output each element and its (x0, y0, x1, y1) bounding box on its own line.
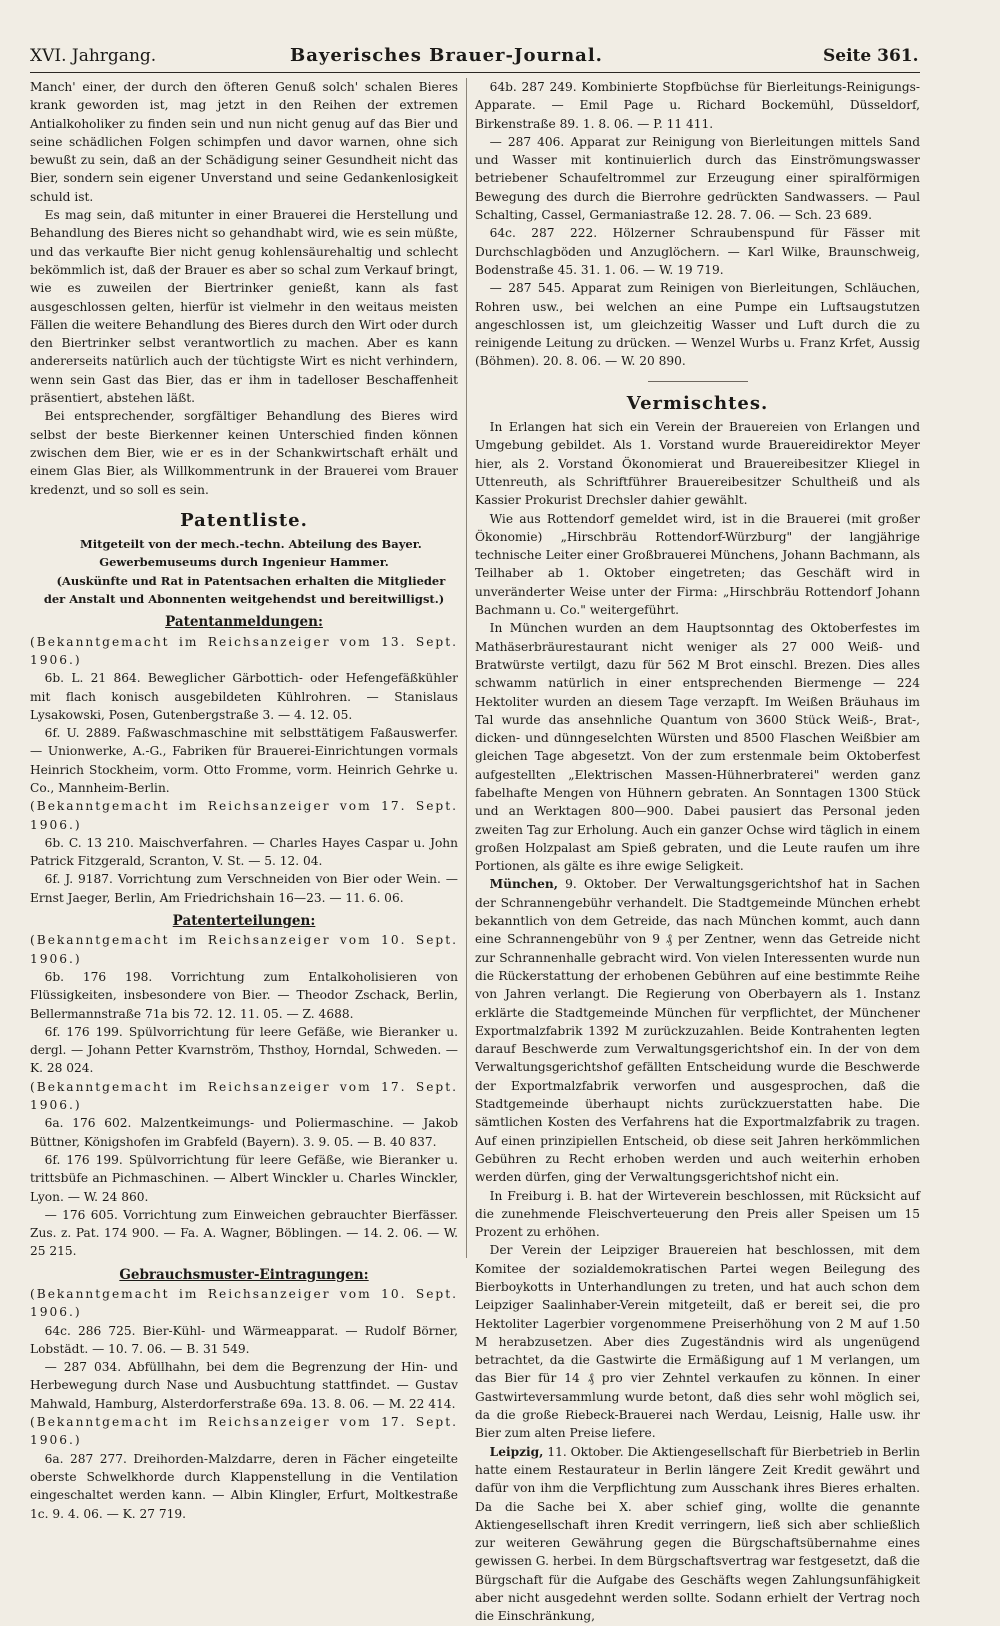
announcement-line: (Bekanntgemacht im Reichsanzeiger vom 17. Sept. 1906.) (30, 799, 458, 832)
news-item: Wie aus Rottendorf gemeldet wird, ist in die Brauerei (mit großer Ökonomie) „Hirschbräu Rottendorf-Würzburg" der langjährige technische Leiter einer Großbrauerei Münchens, Johann Bachmann, als Teilhaber ab 1. Oktober eingetreten; das Geschäft wird in unveränderter Weise unter der Firma: „Hirschbräu Rottendorf Johann Bachmann u. Co." weitergeführt. (475, 511, 920, 618)
patent-entry: 6b. 176 198. Vorrichtung zum Entalkoholisieren von Flüssigkeiten, insbesondere von Bier. — Theodor Zschack, Berlin, Bellermannstraße 71a bis 72. 12. 11. 05. — Z. 4688. (30, 969, 458, 1021)
miscellaneous-title: Vermischtes. (626, 392, 769, 414)
patent-entry: 6b. C. 13 210. Maischverfahren. — Charles Hayes Caspar u. John Patrick Fitzgerald, Scranton, V. St. — 5. 12. 04. (30, 835, 458, 869)
section-rule (648, 381, 748, 382)
dateline: München, (489, 877, 558, 892)
patent-entry: — 287 545. Apparat zum Reinigen von Bierleitungen, Schläuchen, Rohren usw., bei welchen an eine Pumpe ein Luftsaugstutzen angeschlossen ist, um gleichzeitig Wasser und Luft durch die zu reinigende Leitung zu drücken. — Wenzel Wurbs u. Franz Krfet, Aussig (Böhmen). 20. 8. 06. — W. 20 890. (475, 281, 920, 369)
announcement-line: (Bekanntgemacht im Reichsanzeiger vom 10. Sept. 1906.) (30, 1287, 458, 1320)
patent-entry: 6f. 176 199. Spülvorrichtung für leere Gefäße, wie Bieranker u. trittsbüfe an Pichmaschinen. — Albert Winckler u. Charles Winckler, Lyon. — W. 24 860. (30, 1152, 458, 1204)
patent-entry: 6a. 176 602. Malzentkeimungs- und Poliermaschine. — Jakob Büttner, Königshofen im Grabfeld (Bayern). 3. 9. 05. — B. 40 837. (30, 1116, 458, 1149)
patent-entry: 64b. 287 249. Kombinierte Stopfbüchse für Bierleitungs-Reinigungs-Apparate. — Emil Page u. Richard Bockemühl, Düsseldorf, Birkenstraße 89. 1. 8. 06. — P. 11 411. (475, 80, 920, 131)
patent-grants-heading: Patenterteilungen: (172, 913, 316, 930)
dateline: Leipzig, (489, 1444, 544, 1459)
patent-subtitle: Mitgeteilt von der mech.-techn. Abteilung des Bayer. Gewerbemuseums durch Ingenieur Hammer. (80, 537, 422, 570)
patent-applications-heading: Patentanmeldungen: (165, 614, 323, 631)
patent-entry: 64c. 287 222. Hölzerner Schraubenspund für Fässer mit Durchschlagböden und Anzuglöchern. — Karl Wilke, Braunschweig, Bodenstraße 45. 31. 1. 06. — W. 19 719. (475, 226, 920, 277)
announcement-line: (Bekanntgemacht im Reichsanzeiger vom 17. Sept. 1906.) (30, 1415, 458, 1448)
journal-title: Bayerisches Brauer-Journal. (290, 45, 603, 66)
patent-list-title: Patentliste. (180, 509, 308, 531)
news-text: 11. Oktober. Die Aktiengesellschaft für Bierbetrieb in Berlin hatte einem Restaurateur in Berlin längere Zeit Kredit gewährt und dafür von ihm die Verpflichtung zum Ausschank ihres Bieres erhalten. Da die Sache bei X. aber schief ging, wollte die genannte Aktiengesellschaft ihren Kredit verringern, ließ sich aber schließlich zur weiteren Gewährung gegen die Bürgschaftsübernahme eines gewissen G. herbei. In dem Bürgschaftsvertrag war festgesetzt, daß die Bürgschaft für die Aufgabe des Geschäfts wegen Zahlungsunfähigkeit aber nicht ausgedehnt werden sollte. Sodann erhielt der Vertrag noch die Einschränkung, (475, 1444, 920, 1624)
page-number: Seite 361. (823, 46, 919, 66)
patent-entry: 6f. 176 199. Spülvorrichtung für leere Gefäße, wie Bieranker u. dergl. — Johann Petter Kvarnström, Thsthoy, Horndal, Schweden. — K. 28 024. (30, 1024, 458, 1076)
paragraph: Bei entsprechender, sorgfältiger Behandlung des Bieres wird selbst der beste Bierkenner keinen Unterschied finden können zwischen dem Bier, wie er es in der Schankwirtschaft erhält und einem Glas Bier, als Willkommentrunk in der Brauerei vom Brauer kredenzt, und so soll es sein. (30, 409, 458, 497)
paragraph: Manch' einer, der durch den öfteren Genuß solch' schalen Bieres krank geworden ist, mag jetzt in den Reihen der extremen Antialkoholiker zu finden sein und nun nicht genug auf das Bier und seine schädlichen Folgen schimpfen und davor warnen, ohne sich bewußt zu sein, daß an der Schädigung seiner Gesundheit nicht das Bier, sondern sein eigener Unverstand und seine Gedankenlosigkeit schuld ist. (30, 80, 458, 204)
paragraph: Es mag sein, daß mitunter in einer Brauerei die Herstellung und Behandlung des Bieres nicht so gehandhabt wird, wie es sein müßte, und das verkaufte Bier nicht genug kohlensäurehaltig und schlecht bekömmlich ist, daß der Brauer es aber so schal zum Verkauf bringt, wie es zuweilen der Biertrinker genießt, kann als fast ausgeschlossen gelten, hierfür ist vielmehr in den weitaus meisten Fällen die weitere Behandlung des Bieres durch den Wirt oder durch den Biertrinker selbst verantwortlich zu machen. Aber es kann andererseits natürlich auch der tüchtigste Wirt es nicht verhindern, wenn sein Gast das Bier, das er ihm in tadelloser Beschaffenheit präsentiert, abstehen läßt. (30, 208, 458, 406)
patent-entry: 6f. J. 9187. Vorrichtung zum Verschneiden von Bier oder Wein. — Ernst Jaeger, Berlin, Am Friedrichshain 16—23. — 11. 6. 06. (30, 872, 458, 905)
patent-entry: 64c. 286 725. Bier-Kühl- und Wärmeapparat. — Rudolf Börner, Lobstädt. — 10. 7. 06. — B. 31 549. (30, 1323, 458, 1356)
patent-entry: 6a. 287 277. Dreihorden-Malzdarre, deren in Fächer eingeteilte oberste Schwelkhorde durch Klappenstellung in die Ventilation eingeschaltet werden kann. — Albin Klingler, Erfurt, Moltkestraße 1c. 9. 4. 06. — K. 27 719. (30, 1451, 458, 1521)
column-divider (466, 78, 467, 1258)
patent-entry: — 176 605. Vorrichtung zum Einweichen gebrauchter Bierfässer. Zus. z. Pat. 174 900. — Fa. A. Wagner, Böblingen. — 14. 2. 06. — W. 25 215. (30, 1207, 458, 1259)
news-text: 9. Oktober. Der Verwaltungsgerichtshof hat in Sachen der Schrannengebühr verhandelt. Die Stadtgemeinde München erhebt bekanntlich von dem Getreide, das nach München kommt, auch dann eine Schrannengebühr von 9 ₰ per Zentner, wenn das Getreide nicht zur Schrannenhalle gebracht wird. Von vielen Interessenten wurde nun die Rückerstattung der erhobenen Gebühren auf eine bestimmte Reihe von Jahren verlangt. Die Regierung von Oberbayern als 1. Instanz erklärte die Stadtgemeinde München für verpflichtet, der Münchener Exportmalzfabrik 1392 M zurückzuzahlen. Beide Kontrahenten legten darauf Beschwerde zum Verwaltungsgerichtshof ein. In der von dem Verwaltungsgerichtshof gefällten Entscheidung wurde die Beschwerde der Exportmalzfabrik verworfen und ausgesprochen, daß die Stadtgemeinde überhaupt nichts zurückzuerstatten habe. Die sämtlichen Kosten des Verfahrens hat die Exportmalzfabrik zu tragen. Auf einen prinzipiellen Entscheid, ob diese seit Jahren herkömmlichen Gebühren zu Recht erhoben werden und auch weiterhin erhoben werden dürfen, ging der Verwaltungsgerichtshof nicht ein. (475, 877, 920, 1185)
announcement-line: (Bekanntgemacht im Reichsanzeiger vom 13. Sept. 1906.) (30, 634, 458, 667)
patent-entry: — 287 034. Abfüllhahn, bei dem die Begrenzung der Hin- und Herbewegung durch Nase und Ausbuchtung stattfindet. — Gustav Mahwald, Hamburg, Alsterdorferstraße 69a. 13. 8. 06. — M. 22 414. (30, 1360, 458, 1411)
right-column (475, 78, 920, 1624)
volume-label: XVI. Jahrgang. (30, 46, 157, 66)
news-item: In Erlangen hat sich ein Verein der Brauereien von Erlangen und Umgebung gebildet. Als 1. Vorstand wurde Brauereidirektor Meyer hier, als 2. Vorstand Ökonomierat und Brauereibesitzer Kliegel in Uttenreuth, als Schriftführer Brauereibesitzer Schultheiß und als Kassier Prokurist Drechsler dahier gewählt. (475, 420, 920, 508)
news-item (475, 875, 920, 1186)
header-rule (30, 72, 920, 73)
patent-note: (Auskünfte und Rat in Patentsachen erhalten die Mitglieder der Anstalt und Abonnenten weitgehendst und bereitwilligst.) (43, 573, 446, 607)
news-item: In Freiburg i. B. hat der Wirteverein beschlossen, mit Rücksicht auf die zunehmende Fleischverteuerung den Preis aller Speisen um 15 Prozent zu erhöhen. (475, 1188, 920, 1240)
announcement-line: (Bekanntgemacht im Reichsanzeiger vom 17. Sept. 1906.) (30, 1079, 458, 1113)
patent-entry: 6b. L. 21 864. Beweglicher Gärbottich- oder Hefengefäßkühler mit flach konisch ausgebildeten Kühlrohren. — Stanislaus Lysakowski, Posen, Gutenbergstraße 3. — 4. 12. 05. (30, 671, 458, 722)
news-item: Der Verein der Leipziger Brauereien hat beschlossen, mit dem Komitee der sozialdemokratischen Partei wegen Beilegung des Bierboykotts in Unterhandlungen zu treten, und hat auch schon dem Leipziger Saalinhaber-Verein mitgeteilt, daß er bereit sei, die pro Hektoliter Lagerbier vorgenommene Preiserhöhung von 2 M auf 1.50 M herabzusetzen. Aber dies Zugeständnis wird als ungenügend betrachtet, da die Gastwirte die Ermäßigung auf 1 M verlangen, um das Bier für 14 ₰ pro vier Zehntel verkaufen zu können. In einer Gastwirteversammlung wurde betont, daß dies sehr wohl möglich sei, da die große Riebeck-Brauerei nach Werdau, Leisnig, Halle usw. ihr Bier zum alten Preise liefere. (475, 1243, 920, 1441)
utility-models-heading: Gebrauchsmuster-Eintragungen: (119, 1266, 369, 1283)
left-column (30, 78, 458, 1521)
patent-entry: — 287 406. Apparat zur Reinigung von Bierleitungen mittels Sand und Wasser mit kontinuierlich durch das Einströmungswasser betriebener Schaufeltrommel zur Erzeugung einer spiralförmigen Bewegung des durch die Bierrohre gedrückten Sandwassers. — Paul Schalting, Cassel, Germaniastraße 12. 28. 7. 06. — Sch. 23 689. (475, 134, 920, 223)
news-item: In München wurden an dem Hauptsonntag des Oktoberfestes im Mathäserbräurestaurant nicht weniger als 27 000 Weiß- und Bratwürste vertilgt, dazu für 562 M Brot einschl. Brezen. Dies alles schwamm natürlich in einer entsprechenden Biermenge — 224 Hektoliter wurden an diesem Tage verzapft. Im Weißen Bräuhaus im Tal wurde das ansehnliche Quantum von 3600 Stück Weiß-, Brat-, dicken- und dünngeselchten Würsten und 8500 Flaschen Weißbier am gleichen Tage abgesetzt. Von der zum erstenmale beim Oktoberfest aufgestellten „Elektrischen Massen-Hühnerbraterei" werden ganz fabelhafte Mengen von Hühnern gebraten. An Sonntagen 1300 Stück und an Werktagen 800—900. Dabei pausiert das Personal jeden zweiten Tag zur Erholung. Auch ein ganzer Ochse wird täglich in einem großen Holzpalast am Spieß gebraten, und die Leute raufen um ihre Portionen, als gälte es ihre ewige Seligkeit. (475, 621, 920, 874)
news-item (475, 1443, 920, 1626)
patent-entry: 6f. U. 2889. Faßwaschmaschine mit selbsttätigem Faßauswerfer. — Unionwerke, A.-G., Fabriken für Brauerei-Einrichtungen vormals Heinrich Stockheim, vorm. Otto Fromme, vorm. Heinrich Gehrke u. Co., Mannheim-Berlin. (30, 726, 458, 795)
announcement-line: (Bekanntgemacht im Reichsanzeiger vom 10. Sept. 1906.) (30, 933, 458, 966)
